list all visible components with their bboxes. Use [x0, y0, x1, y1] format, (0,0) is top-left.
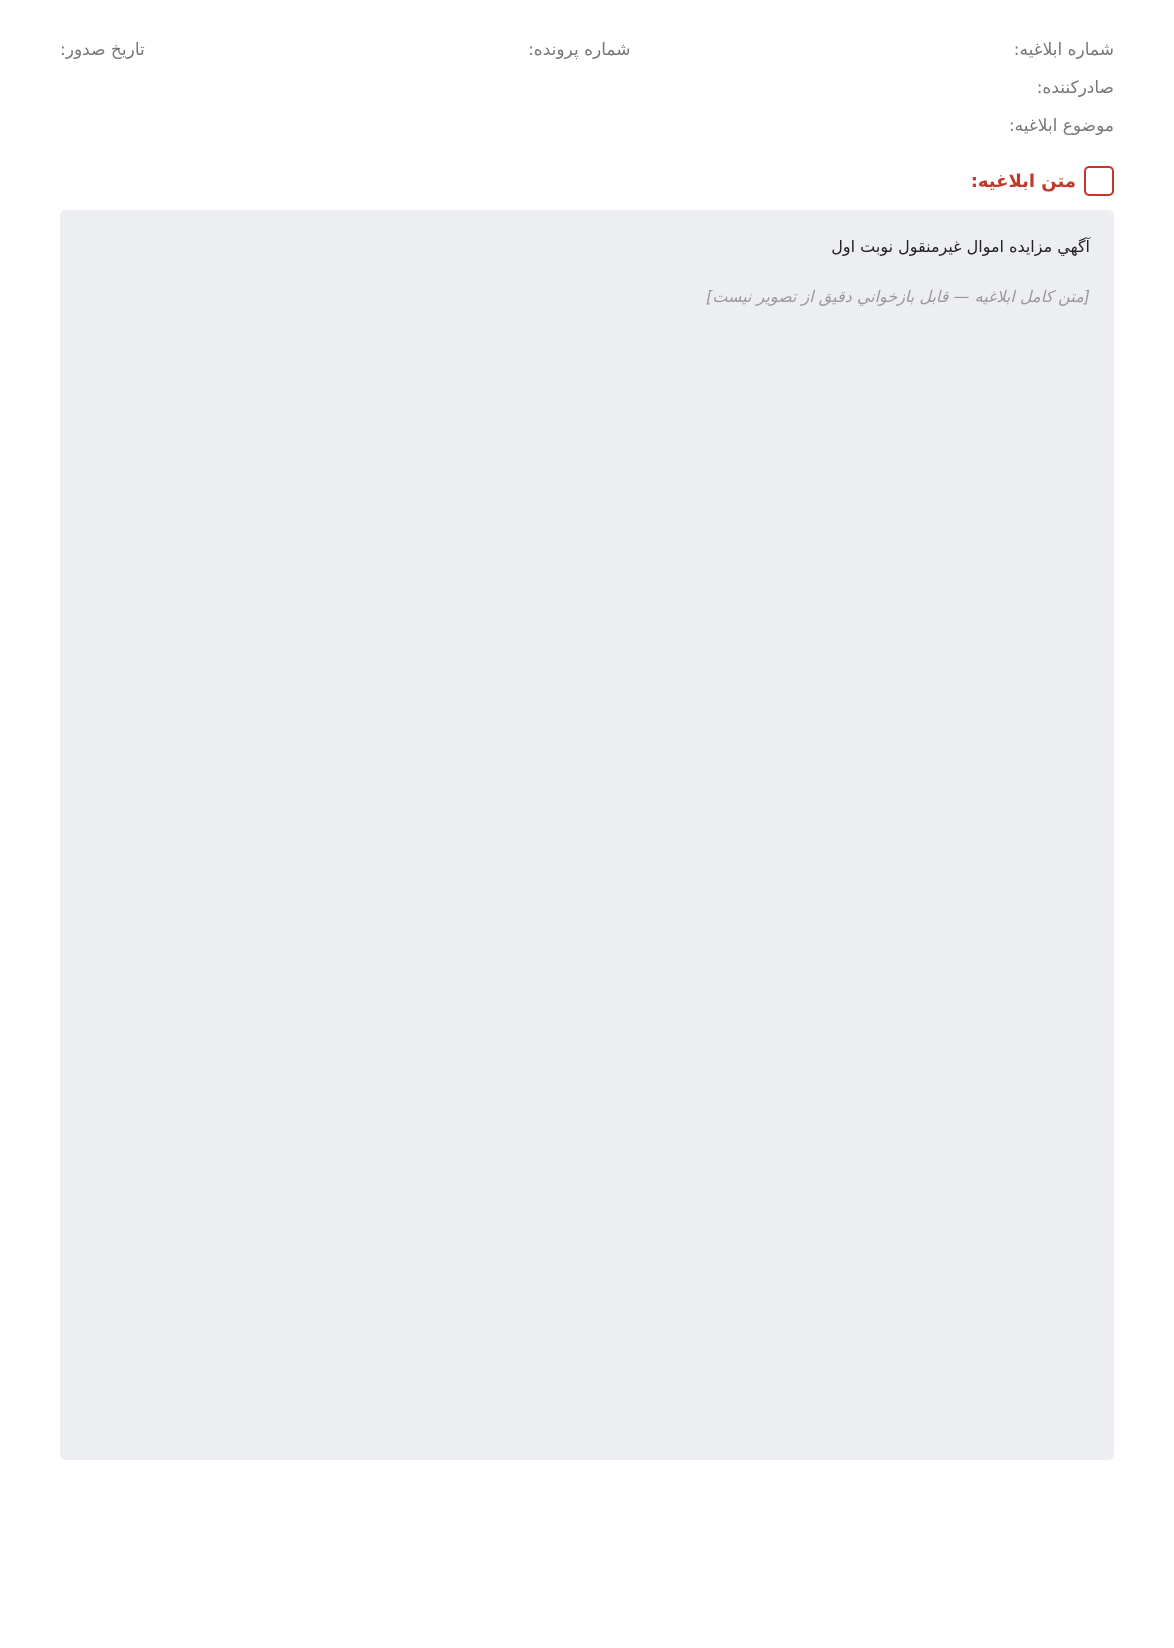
- file-number-field: [528, 40, 630, 60]
- notice-number-label: شماره ابلاغيه:: [1013, 40, 1114, 60]
- notice-section-label: متن ابلاغيه:: [970, 170, 1076, 192]
- file-number-label: شماره پرونده:: [528, 40, 631, 60]
- document-icon: [1084, 166, 1114, 196]
- issuer-field: [60, 78, 1114, 98]
- issue-date-field: [60, 40, 145, 60]
- subject-label: موضوع ابلاغيه:: [1008, 116, 1114, 136]
- notice-unreadable-note: [متن کامل ابلاغيه — قابل بازخواني دقيق از تصوير نيست]: [705, 286, 1090, 306]
- issue-date-label: تاريخ صدور:: [60, 40, 145, 60]
- notice-body: [60, 210, 1114, 1460]
- notice-number-field: [1014, 40, 1114, 60]
- header-meta-row: [60, 40, 1114, 60]
- subject-field: [60, 116, 1114, 136]
- issuer-label: صادرکننده:: [1036, 78, 1114, 98]
- notice-section-title: [60, 166, 1114, 196]
- notice-heading: آگهي مزايده اموال غيرمنقول نوبت اول: [831, 237, 1090, 256]
